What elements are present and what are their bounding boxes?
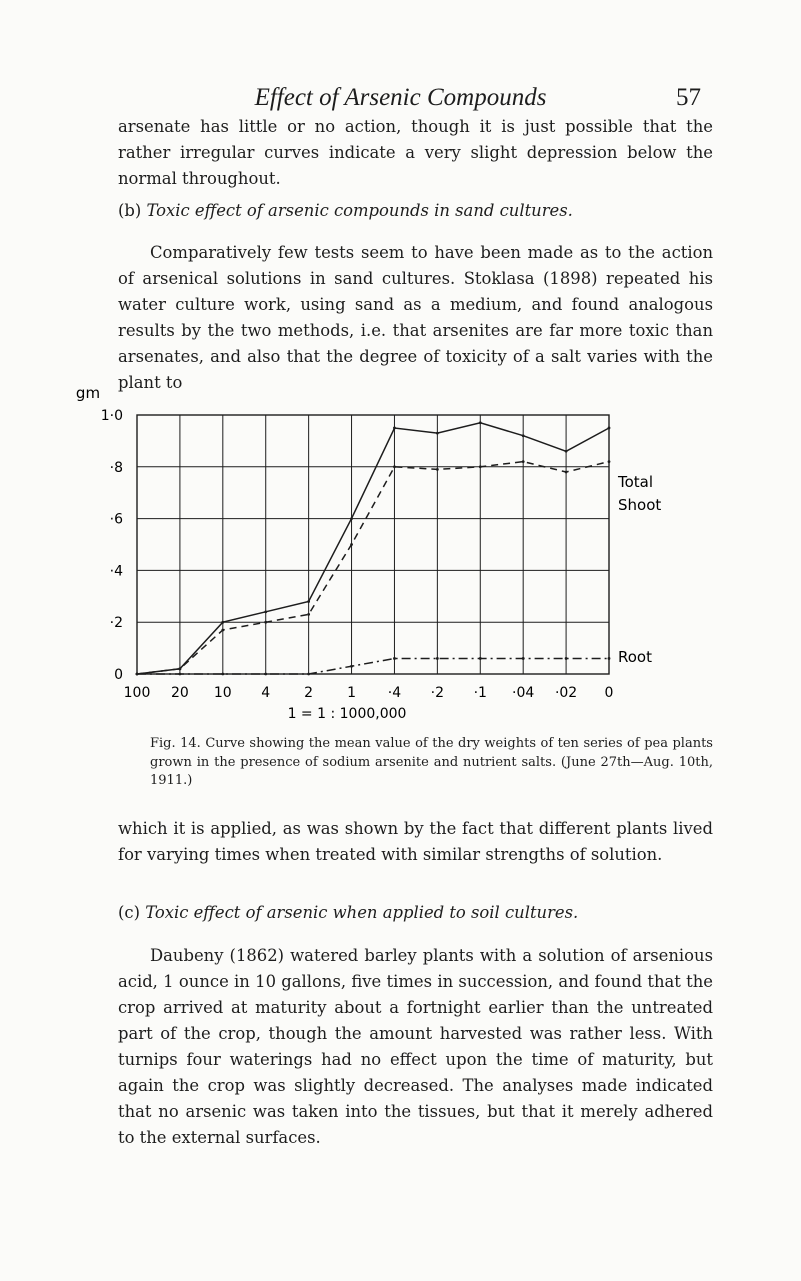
series-point-shoot xyxy=(264,621,267,624)
x-tick-label: ·2 xyxy=(430,685,445,701)
x-tick-label: 10 xyxy=(213,685,232,701)
series-point-root xyxy=(350,665,353,668)
series-point-total xyxy=(264,610,267,613)
series-point-total xyxy=(522,434,525,437)
series-point-root xyxy=(136,673,139,676)
x-tick-label: 4 xyxy=(261,685,271,701)
running-head-title: Effect of Arsenic Compounds xyxy=(254,84,547,111)
x-tick-label: ·4 xyxy=(387,685,402,701)
series-point-root xyxy=(179,673,182,676)
y-axis-ticks xyxy=(101,408,123,683)
section-heading-c xyxy=(118,903,578,922)
series-points xyxy=(136,421,611,675)
series-point-root xyxy=(608,657,611,660)
y-tick-label: ·4 xyxy=(109,563,123,580)
series-point-total xyxy=(608,427,611,430)
chart-grid xyxy=(137,415,609,674)
paragraph-soil-cultures: Daubeny (1862) watered barley plants with a solution of arsenious acid, 1 ounce in 10 gallons, five times in succession, and found that the crop arrived at maturity about a fortnight earlier than the untreated part of the crop, though the amount harvested was rather less. With turnips four waterings had no effect upon the time of maturity, but again the crop was slightly decreased. The analyses made indicated that no arsenic was taken into the tissues, but that it merely adhered to the external surfaces. xyxy=(118,946,713,1147)
y-tick-label: ·8 xyxy=(109,459,123,476)
y-unit-label: gm xyxy=(75,384,101,402)
series-point-shoot xyxy=(179,667,182,670)
series-point-total xyxy=(307,600,310,603)
series-point-total xyxy=(350,517,353,520)
series-point-total xyxy=(565,450,568,453)
y-tick-label: ·6 xyxy=(109,511,123,528)
y-tick-label: 0 xyxy=(114,667,123,683)
legend-root: Root xyxy=(618,648,652,666)
x-tick-label: ·1 xyxy=(473,685,487,701)
y-tick-label: ·2 xyxy=(109,615,123,632)
series-line-total xyxy=(137,423,609,674)
series-point-total xyxy=(436,432,439,435)
series-point-root xyxy=(307,673,310,676)
legend-total: Total xyxy=(618,473,654,491)
section-title: Toxic effect of arsenic compounds in sand cultures. xyxy=(146,201,573,220)
caption-label: Fig. 14. xyxy=(150,736,201,751)
paragraph-varying-times: which it is applied, as was shown by the fact that different plants lived for varying times when treated with similar strengths of solution. xyxy=(118,819,713,864)
x-axis-note: 1 = 1 : 1000,000 xyxy=(287,706,407,722)
series-point-shoot xyxy=(565,471,568,474)
series-point-shoot xyxy=(350,543,353,546)
page-number: 57 xyxy=(676,84,701,111)
paragraph-continued: arsenate has little or no action, though it is just possible that the rather irregular curves indicate a very slight depression below the normal throughout. xyxy=(118,117,713,188)
x-tick-label: 100 xyxy=(123,685,151,701)
series-point-shoot xyxy=(522,460,525,463)
series-point-shoot xyxy=(307,613,310,616)
section-heading-b xyxy=(118,201,573,220)
series-point-root xyxy=(479,657,482,660)
series-point-shoot xyxy=(436,468,439,471)
series-point-total xyxy=(479,421,482,424)
section-letter: (b) xyxy=(118,201,142,220)
x-tick-label: 2 xyxy=(304,685,314,701)
x-tick-label: ·02 xyxy=(554,685,578,701)
series-line-root xyxy=(137,659,609,675)
series-point-root xyxy=(221,673,224,676)
x-tick-label: 20 xyxy=(170,685,189,701)
series-point-shoot xyxy=(479,465,482,468)
series-point-root xyxy=(393,657,396,660)
legend-shoot: Shoot xyxy=(618,496,662,514)
dry-weight-chart xyxy=(60,378,760,723)
series-point-total xyxy=(393,427,396,430)
y-tick-label: 1·0 xyxy=(100,408,123,424)
paragraph-sand-cultures: Comparatively few tests seem to have been made as to the action of arsenical solutions in sand cultures. Stoklasa (1898) repeated his water culture work, using sand as a medium, and found analogous results by the two methods, i.e. that arsenites are far more toxic than arsenates, and also that the degree of toxicity of a salt varies with the plant to xyxy=(118,243,713,392)
series-line-shoot xyxy=(137,462,609,674)
x-tick-label: 0 xyxy=(604,685,614,701)
x-tick-label: 1 xyxy=(347,685,357,701)
series-point-root xyxy=(264,673,267,676)
plot-frame xyxy=(137,415,609,674)
figure-caption xyxy=(118,735,713,791)
x-tick-label: ·04 xyxy=(512,685,535,701)
series-point-root xyxy=(436,657,439,660)
series-point-root xyxy=(565,657,568,660)
series-point-root xyxy=(522,657,525,660)
series-point-shoot xyxy=(608,460,611,463)
series-point-shoot xyxy=(393,465,396,468)
section-letter: (c) xyxy=(118,903,140,922)
x-axis-ticks xyxy=(124,685,614,701)
caption-text: Curve showing the mean value of the dry weights of ten series of pea plants grown in the presence of sodium arsenite and nutrient salts. (June 27th—Aug. 10th, 1911.) xyxy=(150,736,713,788)
section-title: Toxic effect of arsenic when applied to soil cultures. xyxy=(145,903,579,922)
series-point-shoot xyxy=(221,629,224,632)
series-lines xyxy=(137,423,609,674)
series-point-total xyxy=(221,621,224,624)
